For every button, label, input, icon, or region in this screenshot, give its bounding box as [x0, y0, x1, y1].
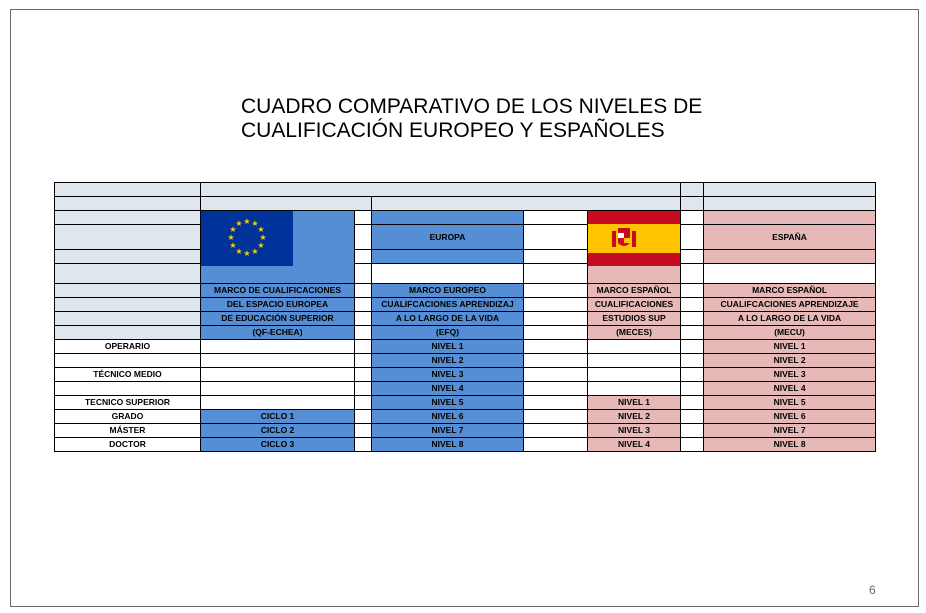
table-row — [55, 354, 876, 368]
qf-cell — [201, 340, 355, 354]
mecu-line-3: A LO LARGO DE LA VIDA — [704, 312, 876, 326]
qf-echea-line-3: DE EDUCACIÓN SUPERIOR — [201, 312, 355, 326]
eu-flag-cell — [201, 211, 355, 284]
flag-row-3 — [55, 250, 876, 264]
svg-text:★: ★ — [243, 217, 251, 226]
svg-text:★: ★ — [257, 225, 265, 234]
meces-cell: NIVEL 4 — [588, 438, 681, 452]
qf-cell — [201, 396, 355, 410]
mecu-cell: NIVEL 1 — [704, 340, 876, 354]
table-row — [55, 396, 876, 410]
table-row — [55, 340, 876, 354]
spain-flag-cell — [588, 211, 681, 284]
svg-text:★: ★ — [235, 247, 243, 256]
svg-text:★: ★ — [243, 249, 251, 258]
mecu-line-2: CUALIFCACIONES APRENDIZAJE — [704, 298, 876, 312]
level-label: DOCTOR — [55, 438, 201, 452]
header-row-2 — [55, 197, 876, 211]
mecu-cell: NIVEL 2 — [704, 354, 876, 368]
efq-cell: NIVEL 3 — [372, 368, 524, 382]
qf-cell — [201, 354, 355, 368]
meces-cell: NIVEL 2 — [588, 410, 681, 424]
meces-cell: NIVEL 3 — [588, 424, 681, 438]
framework-row-1 — [55, 284, 876, 298]
title-line-1: CUADRO COMPARATIVO DE LOS NIVELES DE — [241, 95, 703, 118]
meces-line-4: (MECES) — [588, 326, 681, 340]
svg-text:★: ★ — [257, 241, 265, 250]
title-line-2: CUALIFICACIÓN EUROPEO Y ESPAÑOLES — [241, 119, 665, 142]
svg-text:★: ★ — [227, 233, 235, 242]
slide-title — [241, 95, 801, 143]
qf-echea-line-1: MARCO DE CUALIFICACIONES — [201, 284, 355, 298]
efq-line-1: MARCO EUROPEO — [372, 284, 524, 298]
qf-cell: CICLO 3 — [201, 438, 355, 452]
level-label — [55, 354, 201, 368]
mecu-cell: NIVEL 6 — [704, 410, 876, 424]
qf-echea-line-4: (QF-ECHEA) — [201, 326, 355, 340]
efq-cell: NIVEL 8 — [372, 438, 524, 452]
level-label: TÉCNICO MEDIO — [55, 368, 201, 382]
framework-row-3 — [55, 312, 876, 326]
flag-row-2 — [55, 225, 876, 250]
level-label: TECNICO SUPERIOR — [55, 396, 201, 410]
comparison-table — [54, 182, 876, 452]
svg-text:★: ★ — [229, 225, 237, 234]
mecu-cell: NIVEL 8 — [704, 438, 876, 452]
efq-cell: NIVEL 4 — [372, 382, 524, 396]
qf-cell: CICLO 1 — [201, 410, 355, 424]
table-row — [55, 382, 876, 396]
qf-echea-line-2: DEL ESPACIO EUROPEA — [201, 298, 355, 312]
meces-line-1: MARCO ESPAÑOL — [588, 284, 681, 298]
level-label: GRADO — [55, 410, 201, 424]
spacer-row — [55, 264, 876, 284]
meces-cell — [588, 368, 681, 382]
meces-cell — [588, 340, 681, 354]
efq-cell: NIVEL 7 — [372, 424, 524, 438]
level-label: OPERARIO — [55, 340, 201, 354]
efq-cell: NIVEL 2 — [372, 354, 524, 368]
mecu-line-4: (MECU) — [704, 326, 876, 340]
spain-flag-icon — [588, 211, 681, 270]
meces-cell — [588, 354, 681, 368]
europa-header: EUROPA — [372, 225, 524, 250]
framework-row-2 — [55, 298, 876, 312]
eu-flag-icon — [201, 211, 293, 270]
table-row — [55, 424, 876, 438]
level-label — [55, 382, 201, 396]
efq-cell: NIVEL 1 — [372, 340, 524, 354]
flag-row-1 — [55, 211, 876, 225]
level-label: MÁSTER — [55, 424, 201, 438]
svg-text:★: ★ — [235, 219, 243, 228]
svg-text:★: ★ — [251, 219, 259, 228]
efq-cell: NIVEL 5 — [372, 396, 524, 410]
header-row-1 — [55, 183, 876, 197]
mecu-cell: NIVEL 4 — [704, 382, 876, 396]
qf-cell: CICLO 2 — [201, 424, 355, 438]
espana-header: ESPAÑA — [704, 225, 876, 250]
meces-line-2: CUALIFICACIONES — [588, 298, 681, 312]
mecu-line-1: MARCO ESPAÑOL — [704, 284, 876, 298]
meces-cell: NIVEL 1 — [588, 396, 681, 410]
efq-line-2: CUALIFCACIONES APRENDIZAJ — [372, 298, 524, 312]
efq-cell: NIVEL 6 — [372, 410, 524, 424]
svg-text:★: ★ — [259, 233, 267, 242]
table-row — [55, 410, 876, 424]
table-row — [55, 368, 876, 382]
qf-cell — [201, 368, 355, 382]
page-number: 6 — [869, 583, 876, 597]
table-row — [55, 438, 876, 452]
svg-text:★: ★ — [229, 241, 237, 250]
qf-cell — [201, 382, 355, 396]
mecu-cell: NIVEL 3 — [704, 368, 876, 382]
svg-text:★: ★ — [251, 247, 259, 256]
efq-line-4: (EFQ) — [372, 326, 524, 340]
meces-cell — [588, 382, 681, 396]
mecu-cell: NIVEL 5 — [704, 396, 876, 410]
mecu-cell: NIVEL 7 — [704, 424, 876, 438]
meces-line-3: ESTUDIOS SUP — [588, 312, 681, 326]
efq-line-3: A LO LARGO DE LA VIDA — [372, 312, 524, 326]
framework-row-4 — [55, 326, 876, 340]
